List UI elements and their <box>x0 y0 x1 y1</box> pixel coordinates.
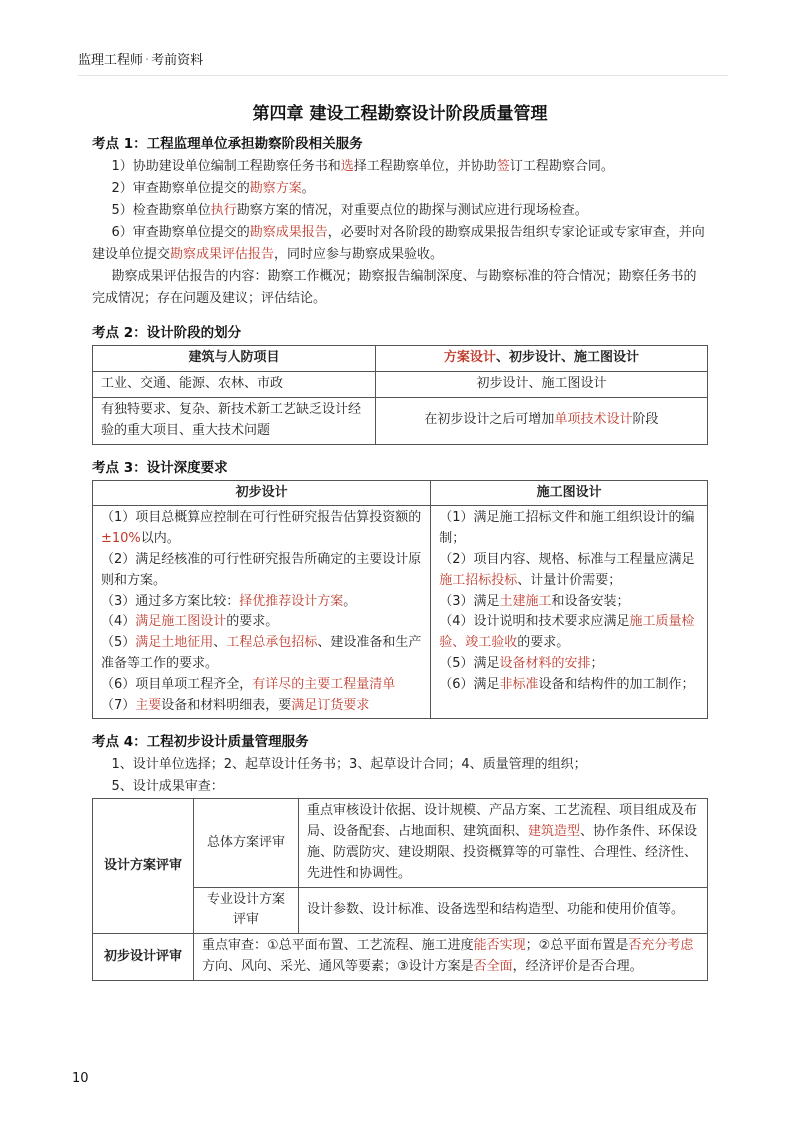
table-header-row <box>93 346 708 372</box>
kp4-sub-specialty-desc: 设计参数、设计标准、设备选型和结构造型、功能和使用价值等。 <box>299 887 708 934</box>
list-item: （1）项目总概算应控制在可行性研究报告估算投资额的±10%以内。 <box>101 510 422 547</box>
table-row <box>93 372 708 398</box>
header-left: 监理工程师 <box>78 53 144 68</box>
kp4-sub-overall-desc: 重点审核设计依据、设计规模、产品方案、工艺流程、项目组成及布局、设备配套、占地面积、建筑面积、建筑造型、协作条件、环保设施、防震防灾、建设期限、投资概算等的可靠性、合理性、经济性、先进性和协调性。 <box>299 799 708 887</box>
kp1-item-4: 6）审查勘察单位提交的勘察成果报告，必要时对各阶段的勘察成果报告组织专家论证或专家审查，并向建设单位提交勘察成果评估报告，同时应参与勘察成果验收。 <box>92 225 705 263</box>
header-right: 考前资料 <box>151 53 204 68</box>
kp2-r1-c1: 工业、交通、能源、农林、市政 <box>93 372 376 398</box>
kp3-left-cell <box>93 506 431 719</box>
list-item: （3）满足土建施工和设备安装； <box>439 593 630 609</box>
kp2-header-2: 方案设计、初步设计、施工图设计 <box>375 346 707 372</box>
header-separator: · <box>145 53 150 68</box>
kp1-item-3: 5）检查勘察单位执行勘察方案的情况，对重要点位的勘探与测试应进行现场检查。 <box>111 203 588 219</box>
table-row <box>93 934 708 981</box>
list-item: （4）设计说明和技术要求应满足施工质量检验、竣工验收的要求。 <box>439 614 695 651</box>
kp4-group-preliminary: 初步设计评审 <box>93 934 194 981</box>
kp3-right-cell <box>431 506 708 719</box>
running-header <box>78 50 728 76</box>
kp4-sub-overall: 总体方案评审 <box>194 799 299 887</box>
kp2-header-1: 建筑与人防项目 <box>93 346 376 372</box>
kp4-sub-specialty: 专业设计方案评审 <box>194 887 299 934</box>
list-item: （6）满足非标准设备和结构件的加工制作； <box>439 676 695 692</box>
list-item: （5）满足设备材料的安排； <box>439 655 604 671</box>
kp1-item-1: 1）协助建设单位编制工程勘察任务书和选择工程勘察单位，并协助签订工程勘察合同。 <box>111 158 614 174</box>
kp2-r1-c2: 初步设计、施工图设计 <box>375 372 707 398</box>
list-item: （3）通过多方案比较：择优推荐设计方案。 <box>101 593 357 609</box>
table-row <box>93 398 708 445</box>
design-review-table <box>92 798 708 980</box>
list-item: （6）项目单项工程齐全，有详尽的主要工程量清单 <box>101 676 396 692</box>
table-row <box>93 799 708 887</box>
kp4-preliminary-desc: 重点审查：①总平面布置、工艺流程、施工进度能否实现；②总平面布置是否充分考虑方向、风向、采光、通风等要素；③设计方案是否全面，经济评价是否合理。 <box>194 934 708 981</box>
kp1-item-5: 勘察成果评估报告的内容：勘察工作概况；勘察报告编制深度、与勘察标准的符合情况；勘察任务书的完成情况；存在问题及建议；评估结论。 <box>92 269 697 307</box>
kp3-header-1: 初步设计 <box>93 480 431 506</box>
main-content <box>92 100 708 981</box>
kp3-header-2: 施工图设计 <box>431 480 708 506</box>
kp3-title: 考点 3：设计深度要求 <box>92 459 228 476</box>
list-item: （1）满足施工招标文件和施工组织设计的编制； <box>439 510 695 547</box>
list-item: （2）满足经核准的可行性研究报告所确定的主要设计原则和方案。 <box>101 551 422 588</box>
table-row <box>93 506 708 719</box>
kp4-line-1: 1、设计单位选择；2、起草设计任务书；3、起草设计合同；4、质量管理的组织； <box>111 757 587 773</box>
table-header-row <box>93 480 708 506</box>
design-stage-table <box>92 345 708 444</box>
kp1-title: 考点 1：工程监理单位承担勘察阶段相关服务 <box>92 135 363 152</box>
design-depth-table <box>92 480 708 720</box>
kp1-item-2: 2）审查勘察单位提交的勘察方案。 <box>111 180 315 196</box>
kp4-title: 考点 4：工程初步设计质量管理服务 <box>92 734 309 751</box>
chapter-title: 第四章 建设工程勘察设计阶段质量管理 <box>252 104 548 124</box>
kp2-title: 考点 2：设计阶段的划分 <box>92 325 242 342</box>
list-item: （5）满足土地征用、工程总承包招标、建设准备和生产准备等工作的要求。 <box>101 635 422 671</box>
kp2-r2-c1: 有独特要求、复杂、新技术新工艺缺乏设计经验的重大项目、重大技术问题 <box>93 398 376 445</box>
page-number: 10 <box>72 1071 89 1086</box>
list-item: （4）满足施工图设计的要求。 <box>101 614 279 630</box>
list-item: （2）项目内容、规格、标准与工程量应满足施工招标投标、计量计价需要； <box>439 551 695 588</box>
kp4-group-design-scheme: 设计方案评审 <box>93 799 194 934</box>
kp2-r2-c2: 在初步设计之后可增加单项技术设计阶段 <box>375 398 707 445</box>
kp4-line-2: 5、设计成果审查： <box>111 779 224 795</box>
list-item: （7）主要设备和材料明细表，要满足订货要求 <box>101 697 370 713</box>
